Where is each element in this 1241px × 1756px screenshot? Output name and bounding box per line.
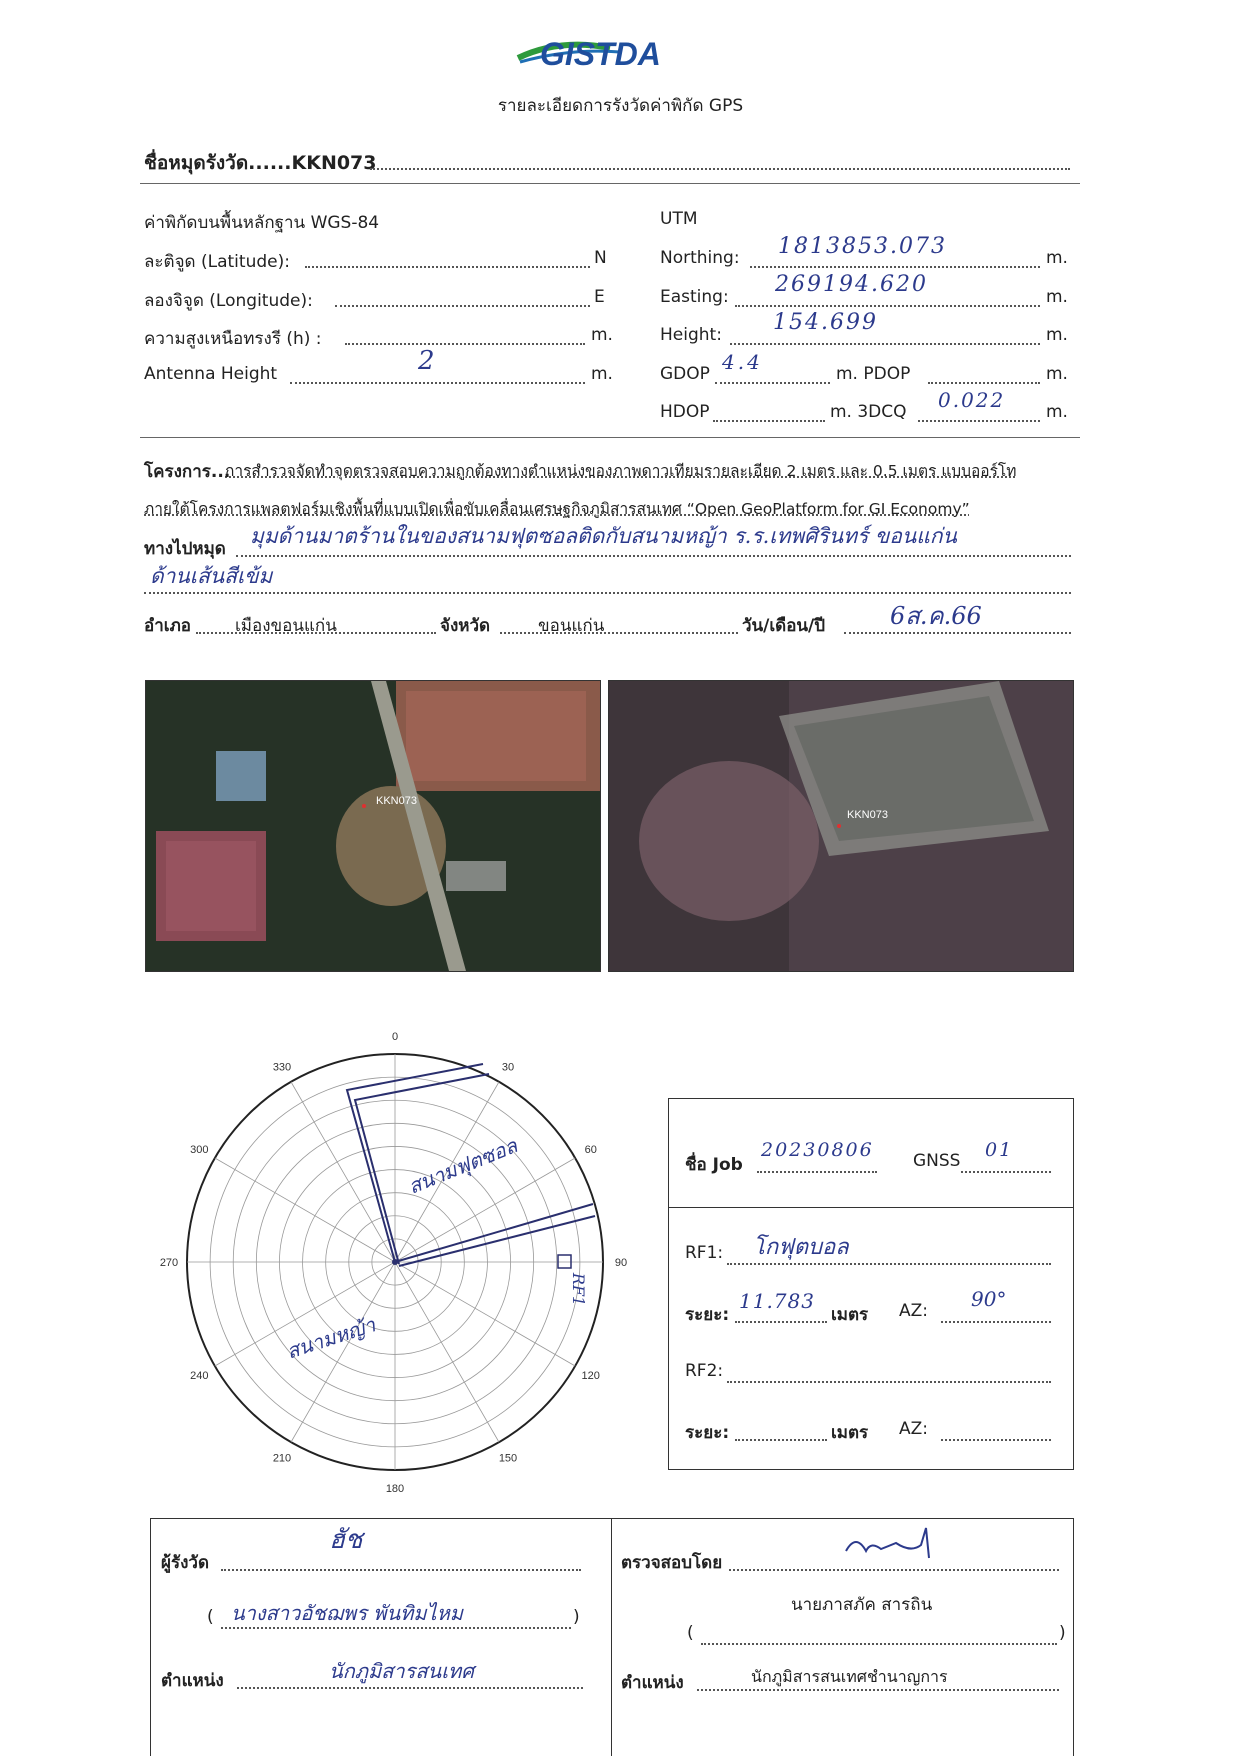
cq-value: 0.022 bbox=[938, 388, 1006, 412]
antenna-value: 2 bbox=[418, 346, 435, 376]
polar-angle-label: 270 bbox=[159, 1257, 179, 1269]
route-value-2: ด้านเส้นสีเข้ม bbox=[150, 564, 273, 588]
checker-label: ตรวจสอบโดย bbox=[621, 1553, 723, 1573]
rf1-marker bbox=[558, 1255, 571, 1268]
checker-position-label: ตำแหน่ง bbox=[621, 1673, 684, 1693]
polar-skyplot bbox=[150, 1030, 650, 1510]
pdop-unit: m. bbox=[1046, 364, 1068, 384]
surveyor-position-label: ตำแหน่ง bbox=[161, 1671, 224, 1691]
height-label: Height: bbox=[660, 325, 722, 345]
polar-angle-label: 300 bbox=[190, 1144, 209, 1156]
province-label: จังหวัด bbox=[440, 616, 491, 636]
surveyor-label: ผู้รังวัด bbox=[161, 1553, 209, 1573]
polar-angle-label: 0 bbox=[391, 1031, 399, 1043]
station-point bbox=[392, 1259, 398, 1265]
surveyor-name: นางสาวอัชฌพร พันทิมไหม bbox=[231, 1601, 463, 1625]
date-value: 6ส.ค.66 bbox=[890, 602, 982, 630]
pdop-label: m. PDOP bbox=[836, 364, 911, 384]
dist2-label: ระยะ: bbox=[685, 1423, 730, 1443]
northing-unit: m. bbox=[1046, 248, 1068, 268]
signature-block: ฮัช ผู้รังวัด ( ) นางสาวอัชฌพร พันทิมไหม ตำแหน่ง นักภูมิสารสนเทศ ตรวจสอบโดย นายภาสภัค สารถิน ( ) ตำแหน่ง นักภูมิสารสนเทศชำนาญการ bbox=[150, 1518, 1074, 1756]
h-unit: m. bbox=[591, 325, 613, 345]
dist1-value: 11.783 bbox=[739, 1289, 815, 1313]
rf1-value: โกฟุตบอล bbox=[753, 1235, 849, 1260]
gnss-value: 01 bbox=[985, 1139, 1014, 1161]
gdop-value: 4.4 bbox=[722, 350, 763, 374]
wgs-heading: ค่าพิกัดบนพื้นหลักฐาน WGS-84 bbox=[144, 213, 380, 233]
page-title: รายละเอียดการรังวัดค่าพิกัด GPS bbox=[497, 96, 744, 116]
job-label: ชื่อ Job bbox=[685, 1155, 743, 1175]
job-value: 20230806 bbox=[761, 1139, 874, 1161]
height-unit: m. bbox=[1046, 325, 1068, 345]
cq-label: m. 3DCQ bbox=[830, 402, 907, 422]
dist1-unit: เมตร bbox=[831, 1305, 869, 1325]
polar-angle-label: 60 bbox=[584, 1144, 597, 1156]
hdop-label: HDOP bbox=[660, 402, 710, 422]
rf2-label: RF2: bbox=[685, 1361, 724, 1381]
polar-angle-label: 210 bbox=[272, 1452, 292, 1465]
polar-angle-label: 90 bbox=[614, 1257, 628, 1269]
lat-label: ละติจูด (Latitude): bbox=[144, 252, 290, 272]
az2-label: AZ: bbox=[899, 1419, 929, 1439]
checker-position: นักภูมิสารสนเทศชำนาญการ bbox=[751, 1667, 948, 1686]
h-label: ความสูงเหนือทรงรี (h) : bbox=[144, 329, 322, 349]
job-box bbox=[668, 1098, 1074, 1470]
project-line2: ภายใต้โครงการแพลตฟอร์มเชิงพื้นที่แบบเปิดเพื่อขับเคลื่อนเศรษฐกิจภูมิสารสนเทศ “Open GeoPlatform for GI Economy” bbox=[144, 500, 970, 518]
gistda-logo bbox=[500, 18, 700, 78]
province-value: ขอนแก่น bbox=[538, 616, 605, 636]
logo-text: GISTDA bbox=[540, 36, 661, 72]
map-zoom-label: KKN073 bbox=[847, 809, 888, 821]
lon-label: ลองจิจูด (Longitude): bbox=[144, 291, 313, 311]
easting-value: 269194.620 bbox=[775, 272, 928, 297]
utm-heading: UTM bbox=[660, 209, 698, 229]
northing-value: 1813853.073 bbox=[778, 234, 947, 259]
satellite-map-wide bbox=[145, 680, 601, 972]
polar-angle-label: 150 bbox=[498, 1452, 518, 1465]
antenna-unit: m. bbox=[591, 364, 613, 384]
northing-label: Northing: bbox=[660, 248, 740, 268]
easting-label: Easting: bbox=[660, 287, 729, 307]
futsal-edge-2 bbox=[399, 1216, 595, 1266]
gdop-label: GDOP bbox=[660, 364, 710, 384]
futsal-edge-1 bbox=[395, 1204, 593, 1262]
polar-angle-label: 330 bbox=[272, 1061, 292, 1074]
lon-unit: E bbox=[594, 287, 605, 307]
surveyor-position: นักภูมิสารสนเทศ bbox=[329, 1659, 474, 1683]
rf1-label: RF1: bbox=[685, 1243, 724, 1263]
easting-unit: m. bbox=[1046, 287, 1068, 307]
district-value: เมืองขอนแก่น bbox=[235, 616, 337, 636]
map-wide-label: KKN073 bbox=[376, 795, 417, 807]
cq-unit: m. bbox=[1046, 402, 1068, 422]
polar-angle-label: 30 bbox=[501, 1061, 515, 1074]
date-label: วัน/เดือน/ปี bbox=[742, 616, 826, 636]
dist2-unit: เมตร bbox=[831, 1423, 869, 1443]
antenna-label: Antenna Height bbox=[144, 364, 278, 384]
polar-angle-label: 120 bbox=[581, 1370, 600, 1382]
polar-angle-label: 240 bbox=[190, 1370, 209, 1382]
dist1-label: ระยะ: bbox=[685, 1305, 730, 1325]
lat-unit: N bbox=[594, 248, 607, 268]
satellite-map-zoom bbox=[608, 680, 1074, 972]
az1-value: 90° bbox=[971, 1287, 1007, 1311]
checker-signature bbox=[841, 1523, 951, 1567]
district-label: อำเภอ bbox=[144, 616, 191, 636]
height-value: 154.699 bbox=[773, 310, 878, 335]
gnss-label: GNSS bbox=[913, 1151, 961, 1171]
surveyor-signature: ฮัช bbox=[329, 1525, 363, 1555]
station-label: ชื่อหมุดรังวัด......KKN073 bbox=[144, 152, 377, 174]
az1-label: AZ: bbox=[899, 1301, 929, 1321]
checker-name: นายภาสภัค สารถิน bbox=[791, 1595, 933, 1615]
note-grass: สนามหญ้า bbox=[283, 1312, 379, 1364]
route-label: ทางไปหมุด bbox=[144, 539, 226, 559]
project-label: โครงการ... bbox=[144, 462, 231, 482]
project-line1: การสำรวจจัดทำจุดตรวจสอบความถูกต้องทางตำแหน่งของภาพดาวเทียมรายละเอียด 2 เมตร และ 0.5 เมตร แบบออร์โท bbox=[225, 462, 1017, 480]
rf1-marker-label: RF1 bbox=[569, 1272, 589, 1307]
polar-angle-label: 180 bbox=[385, 1483, 405, 1495]
route-value-1: มุมด้านมาตร้านในของสนามฟุตซอลติดกับสนามหญ้า ร.ร.เทพศิรินทร์ ขอนแก่น bbox=[250, 524, 957, 548]
note-futsal: สนามฟุตซอล bbox=[404, 1133, 521, 1199]
